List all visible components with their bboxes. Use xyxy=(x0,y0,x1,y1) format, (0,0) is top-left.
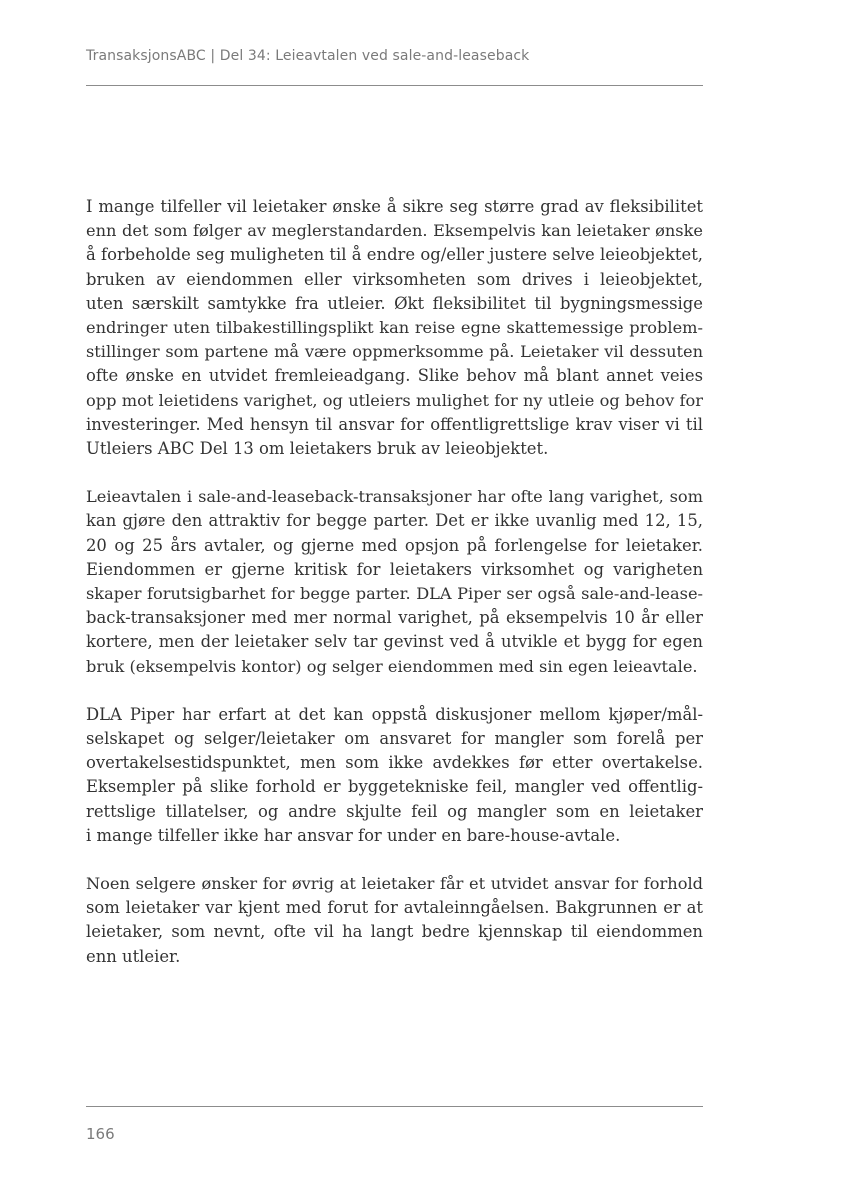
text-line: Leieavtalen i sale-and-leaseback-transaksjoner har ofte lang varighet, som xyxy=(86,487,703,507)
running-header: TransaksjonsABC | Del 34: Leieavtalen ved sale-and-leaseback xyxy=(86,48,530,64)
text-line: Eiendommen er gjerne kritisk for leietakers virksomhet og varigheten xyxy=(86,559,703,579)
text-line: investeringer. Med hensyn til ansvar for offentligrettslige krav viser vi til xyxy=(86,414,703,434)
paragraph-1 xyxy=(86,195,703,461)
text-line: I mange tilfeller vil leietaker ønske å sikre seg større grad av fleksibilitet xyxy=(86,197,703,216)
text-line: Utleiers ABC Del 13 om leietakers bruk av leieobjektet. xyxy=(86,439,549,459)
text-line: Noen selgere ønsker for øvrig at leietaker får et utvidet ansvar for forhold xyxy=(86,874,703,894)
text-line: Eksempler på slike forhold er byggetekniske feil, mangler ved offentlig- xyxy=(86,777,703,797)
text-line: overtakelsestidspunktet, men som ikke avdekkes før etter overtakelse. xyxy=(86,753,703,773)
text-line: bruk (eksempelvis kontor) og selger eiendommen med sin egen leieavtale. xyxy=(86,656,698,676)
text-line: ofte ønske en utvidet fremleieadgang. Slike behov må blant annet veies xyxy=(86,366,703,386)
paragraph-4 xyxy=(86,872,703,969)
page-number: 166 xyxy=(86,1125,115,1143)
text-line: bruken av eiendommen eller virksomheten som drives i leieobjektet, xyxy=(86,269,703,289)
text-line: skaper forutsigbarhet for begge parter. DLA Piper ser også sale-and-lease- xyxy=(86,584,703,604)
text-line: opp mot leietidens varighet, og utleiers mulighet for ny utleie og behov for xyxy=(86,390,703,410)
text-line: back-transaksjoner med mer normal varighet, på eksempelvis 10 år eller xyxy=(86,608,703,628)
text-line: å forbeholde seg muligheten til å endre og/eller justere selve leieobjektet, xyxy=(86,245,703,265)
paragraph-3 xyxy=(86,703,703,848)
text-line: kan gjøre den attraktiv for begge parter. Det er ikke uvanlig med 12, 15, xyxy=(86,511,703,531)
text-line: rettslige tillatelser, og andre skjulte feil og mangler som en leietaker xyxy=(86,801,703,821)
text-line: som leietaker var kjent med forut for avtaleinngåelsen. Bakgrunnen er at xyxy=(86,898,703,918)
paragraph-2 xyxy=(86,485,703,679)
text-line: uten særskilt samtykke fra utleier. Økt fleksibilitet til bygningsmessige xyxy=(86,293,703,313)
text-line: enn det som følger av meglerstandarden. Eksempelvis kan leietaker ønske xyxy=(86,221,703,241)
text-line: i mange tilfeller ikke har ansvar for under en bare-house-avtale. xyxy=(86,825,621,845)
text-line: 20 og 25 års avtaler, og gjerne med opsjon på forlengelse for leietaker. xyxy=(86,535,703,555)
text-line: DLA Piper har erfart at det kan oppstå diskusjoner mellom kjøper/mål- xyxy=(86,704,703,724)
text-line: endringer uten tilbakestillingsplikt kan reise egne skattemessige problem- xyxy=(86,318,703,338)
text-line: enn utleier. xyxy=(86,946,181,966)
header-rule xyxy=(86,85,703,86)
body-text xyxy=(86,195,703,993)
text-line: leietaker, som nevnt, ofte vil ha langt bedre kjennskap til eiendommen xyxy=(86,922,703,942)
text-line: kortere, men der leietaker selv tar gevinst ved å utvikle et bygg for egen xyxy=(86,632,703,652)
text-line: stillinger som partene må være oppmerksomme på. Leietaker vil dessuten xyxy=(86,342,703,362)
text-line: selskapet og selger/leietaker om ansvaret for mangler som forelå per xyxy=(86,729,703,749)
footer-rule xyxy=(86,1106,703,1107)
